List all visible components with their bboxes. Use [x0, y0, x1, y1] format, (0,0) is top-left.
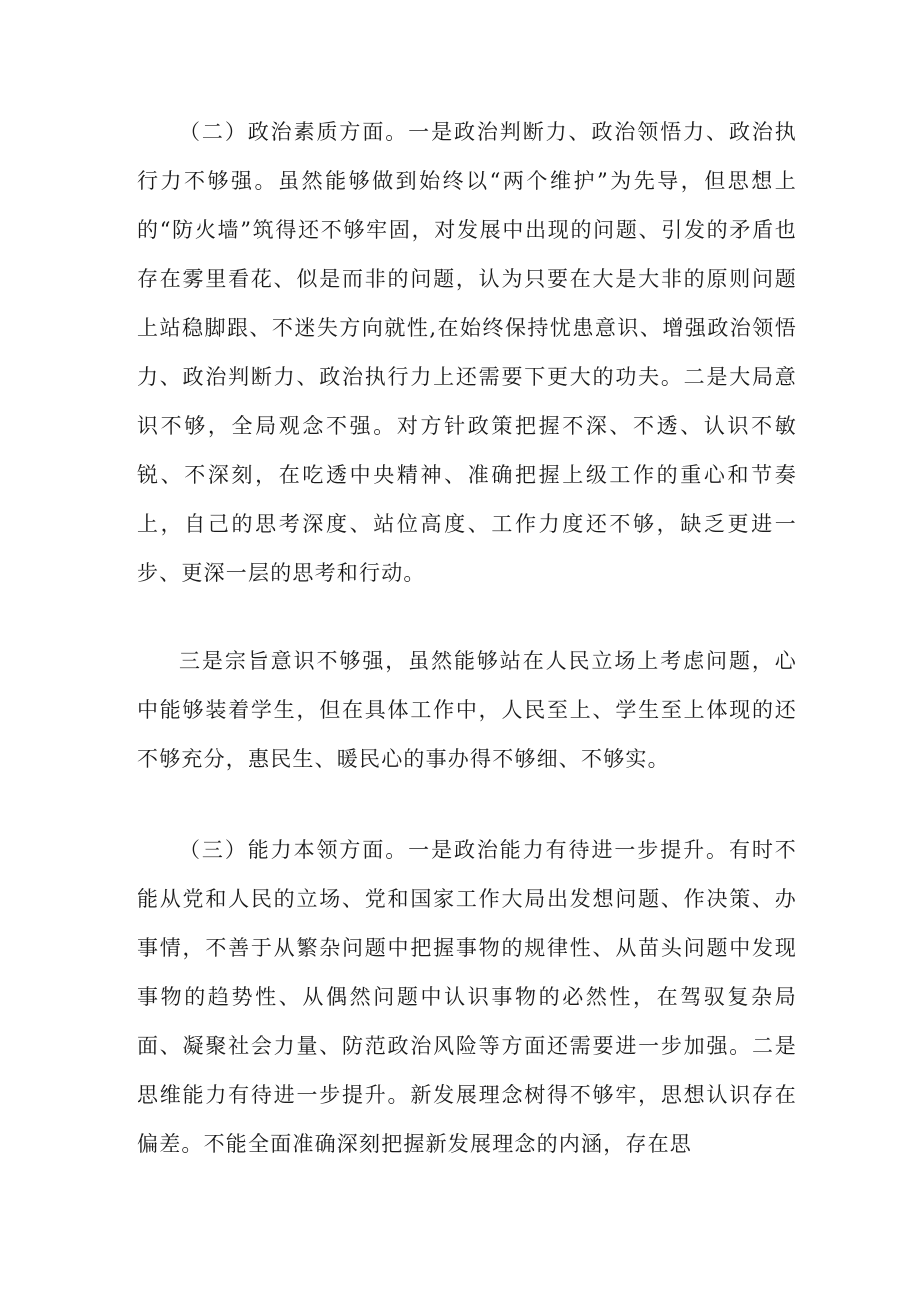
paragraph-purpose-awareness: 三是宗旨意识不够强，虽然能够站在人民立场上考虑问题，心中能够装着学生，但在具体工作中，人民至上、学生至上体现的还不够充分，惠民生、暖民心的事办得不够细、不够实。	[137, 649, 797, 771]
paragraph-ability-skills: （三）能力本领方面。一是政治能力有待进一步提升。有时不能从党和人民的立场、党和国家工作大局出发想问题、作决策、办事情，不善于从繁杂问题中把握事物的规律性、从苗头问题中发现事物的趋势性、从偶然问题中认识事物的必然性，在驾驭复杂局面、凝聚社会力量、防范政治风险等方面还需要进一步加强。二是思维能力有待进一步提升。新发展理念树得不够牢，思想认识存在偏差。不能全面准确深刻把握新发展理念的内涵，存在思	[137, 838, 797, 1156]
paragraph-political-quality: （二）政治素质方面。一是政治判断力、政治领悟力、政治执行力不够强。虽然能够做到始终以“两个维护”为先导，但思想上的“防火墙”筑得还不够牢固，对发展中出现的问题、引发的矛盾也存在雾里看花、似是而非的问题，认为只要在大是大非的原则问题上站稳脚跟、不迷失方向就性,在始终保持忧患意识、增强政治领悟力、政治判断力、政治执行力上还需要下更大的功夫。二是大局意识不够，全局观念不强。对方针政策把握不深、不透、认识不敏锐、不深刻，在吃透中央精神、准确把握上级工作的重心和节奏上，自己的思考深度、站位高度、工作力度还不够，缺乏更进一步、更深一层的思考和行动。	[137, 120, 797, 585]
